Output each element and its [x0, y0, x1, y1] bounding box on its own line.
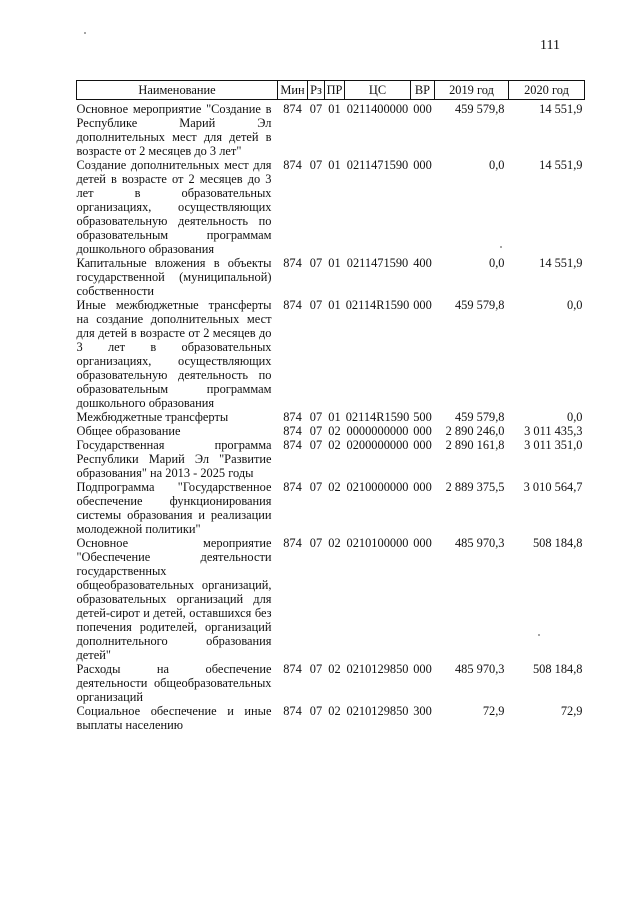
header-min: Мин	[278, 81, 308, 100]
row-cs: 0211400000	[346, 102, 409, 116]
row-vr: 000	[413, 298, 432, 312]
row-pr: 02	[328, 480, 341, 494]
row-2020: 508 184,8	[532, 662, 583, 676]
row-pr: 01	[328, 298, 341, 312]
row-2019: 0,0	[489, 158, 505, 172]
row-pr: 01	[328, 256, 341, 270]
row-cs: 0210000000	[346, 480, 409, 494]
table-row	[77, 410, 585, 424]
header-vr: ВР	[411, 81, 435, 100]
row-min: 874	[283, 158, 302, 172]
header-2019: 2019 год	[435, 81, 509, 100]
table-row	[77, 424, 585, 438]
row-rz: 07	[309, 480, 323, 494]
row-name: Подпрограмма "Государственное обеспечение функционирования системы образования и реализации молодежной политики"	[76, 480, 272, 536]
row-min: 874	[283, 424, 302, 438]
header-name: Наименование	[77, 81, 278, 100]
row-rz: 07	[309, 704, 323, 718]
row-2019: 2 890 246,0	[445, 424, 505, 438]
row-vr: 000	[413, 424, 432, 438]
row-2019: 485 970,3	[454, 662, 505, 676]
row-rz: 07	[309, 536, 323, 550]
row-pr: 01	[328, 410, 341, 424]
row-pr: 02	[328, 424, 341, 438]
row-min: 874	[283, 256, 302, 270]
row-vr: 400	[413, 256, 432, 270]
row-2019: 2 890 161,8	[445, 438, 505, 452]
table-row	[77, 662, 585, 704]
row-cs: 0211471590	[346, 256, 409, 270]
row-min: 874	[283, 298, 302, 312]
row-name: Иные межбюджетные трансферты на создание дополнительных мест для детей в возрасте от 2 месяцев до 3 лет в образовательных организациях, осуществляющих образовательную деятельность по образовательным программам дошкольного образования	[76, 298, 272, 410]
row-2020: 0,0	[567, 410, 583, 424]
row-cs: 0211471590	[346, 158, 409, 172]
row-min: 874	[283, 438, 302, 452]
header-pr: ПР	[325, 81, 345, 100]
row-vr: 000	[413, 438, 432, 452]
row-cs: 0210129850	[346, 662, 409, 676]
row-vr: 300	[413, 704, 432, 718]
row-2019: 459 579,8	[454, 102, 505, 116]
row-2019: 459 579,8	[454, 410, 505, 424]
table-row	[77, 536, 585, 662]
table-row	[77, 100, 585, 159]
row-rz: 07	[309, 438, 323, 452]
row-2020: 0,0	[567, 298, 583, 312]
row-2020: 72,9	[560, 704, 583, 718]
row-cs: 0210129850	[346, 704, 409, 718]
table-row	[77, 298, 585, 410]
row-name: Общее образование	[76, 424, 181, 438]
row-2019: 72,9	[482, 704, 505, 718]
table-row	[77, 704, 585, 732]
row-min: 874	[283, 662, 302, 676]
row-name: Социальное обеспечение и иные выплаты населению	[76, 704, 272, 732]
row-name: Основное мероприятие "Создание в Республике Марий Эл дополнительных мест для детей в возрасте от 2 месяцев до 3 лет"	[76, 102, 272, 158]
row-min: 874	[283, 536, 302, 550]
table-header-row	[77, 81, 585, 100]
row-vr: 000	[413, 158, 432, 172]
row-pr: 01	[328, 102, 341, 116]
budget-table	[76, 80, 585, 732]
row-rz: 07	[309, 424, 323, 438]
row-min: 874	[283, 704, 302, 718]
row-cs: 0200000000	[346, 438, 409, 452]
row-pr: 02	[328, 536, 341, 550]
row-2019: 485 970,3	[454, 536, 505, 550]
row-name: Создание дополнительных мест для детей в возрасте от 2 месяцев до 3 лет в образовательных организациях, осуществляющих образовательную деятельность по образовательным программам дошкольного образования	[76, 158, 272, 256]
row-pr: 02	[328, 704, 341, 718]
row-vr: 500	[413, 410, 432, 424]
row-cs: 0210100000	[346, 536, 409, 550]
row-vr: 000	[413, 480, 432, 494]
row-pr: 02	[328, 662, 341, 676]
header-cs: ЦС	[345, 81, 411, 100]
row-vr: 000	[413, 536, 432, 550]
table-row	[77, 480, 585, 536]
header-2020: 2020 год	[509, 81, 585, 100]
row-pr: 02	[328, 438, 341, 452]
row-rz: 07	[309, 158, 323, 172]
row-rz: 07	[309, 662, 323, 676]
row-rz: 07	[309, 298, 323, 312]
row-vr: 000	[413, 102, 432, 116]
row-name: Капитальные вложения в объекты государственной (муниципальной) собственности	[76, 256, 272, 298]
row-name: Межбюджетные трансферты	[76, 410, 229, 424]
row-min: 874	[283, 480, 302, 494]
row-min: 874	[283, 410, 302, 424]
table-row	[77, 256, 585, 298]
row-rz: 07	[309, 102, 323, 116]
row-name: Государственная программа Республики Марий Эл "Развитие образования" на 2013 - 2025 годы	[76, 438, 272, 480]
row-2020: 14 551,9	[539, 256, 583, 270]
row-name: Основное мероприятие "Обеспечение деятельности государственных общеобразовательных организаций, образовательных организаций для детей-сирот и детей, оставшихся без попечения родителей, организаций дополнительного образования детей"	[76, 536, 272, 662]
row-pr: 01	[328, 158, 341, 172]
row-name: Расходы на обеспечение деятельности общеобразовательных организаций	[76, 662, 272, 704]
row-2020: 3 010 564,7	[523, 480, 583, 494]
row-2019: 0,0	[489, 256, 505, 270]
table-row	[77, 438, 585, 480]
row-2019: 2 889 375,5	[445, 480, 505, 494]
row-vr: 000	[413, 662, 432, 676]
header-rz: Рз	[308, 81, 325, 100]
scan-speck	[84, 32, 86, 34]
table-row	[77, 158, 585, 256]
row-cs: 0000000000	[346, 424, 409, 438]
page-number: 111	[540, 38, 560, 53]
row-rz: 07	[309, 410, 323, 424]
row-rz: 07	[309, 256, 323, 270]
row-cs: 02114R1590	[345, 410, 410, 424]
row-2020: 3 011 351,0	[524, 438, 583, 452]
row-2020: 3 011 435,3	[524, 424, 583, 438]
row-min: 874	[283, 102, 302, 116]
row-cs: 02114R1590	[345, 298, 410, 312]
row-2020: 14 551,9	[539, 102, 583, 116]
row-2019: 459 579,8	[454, 298, 505, 312]
row-2020: 508 184,8	[532, 536, 583, 550]
row-2020: 14 551,9	[539, 158, 583, 172]
